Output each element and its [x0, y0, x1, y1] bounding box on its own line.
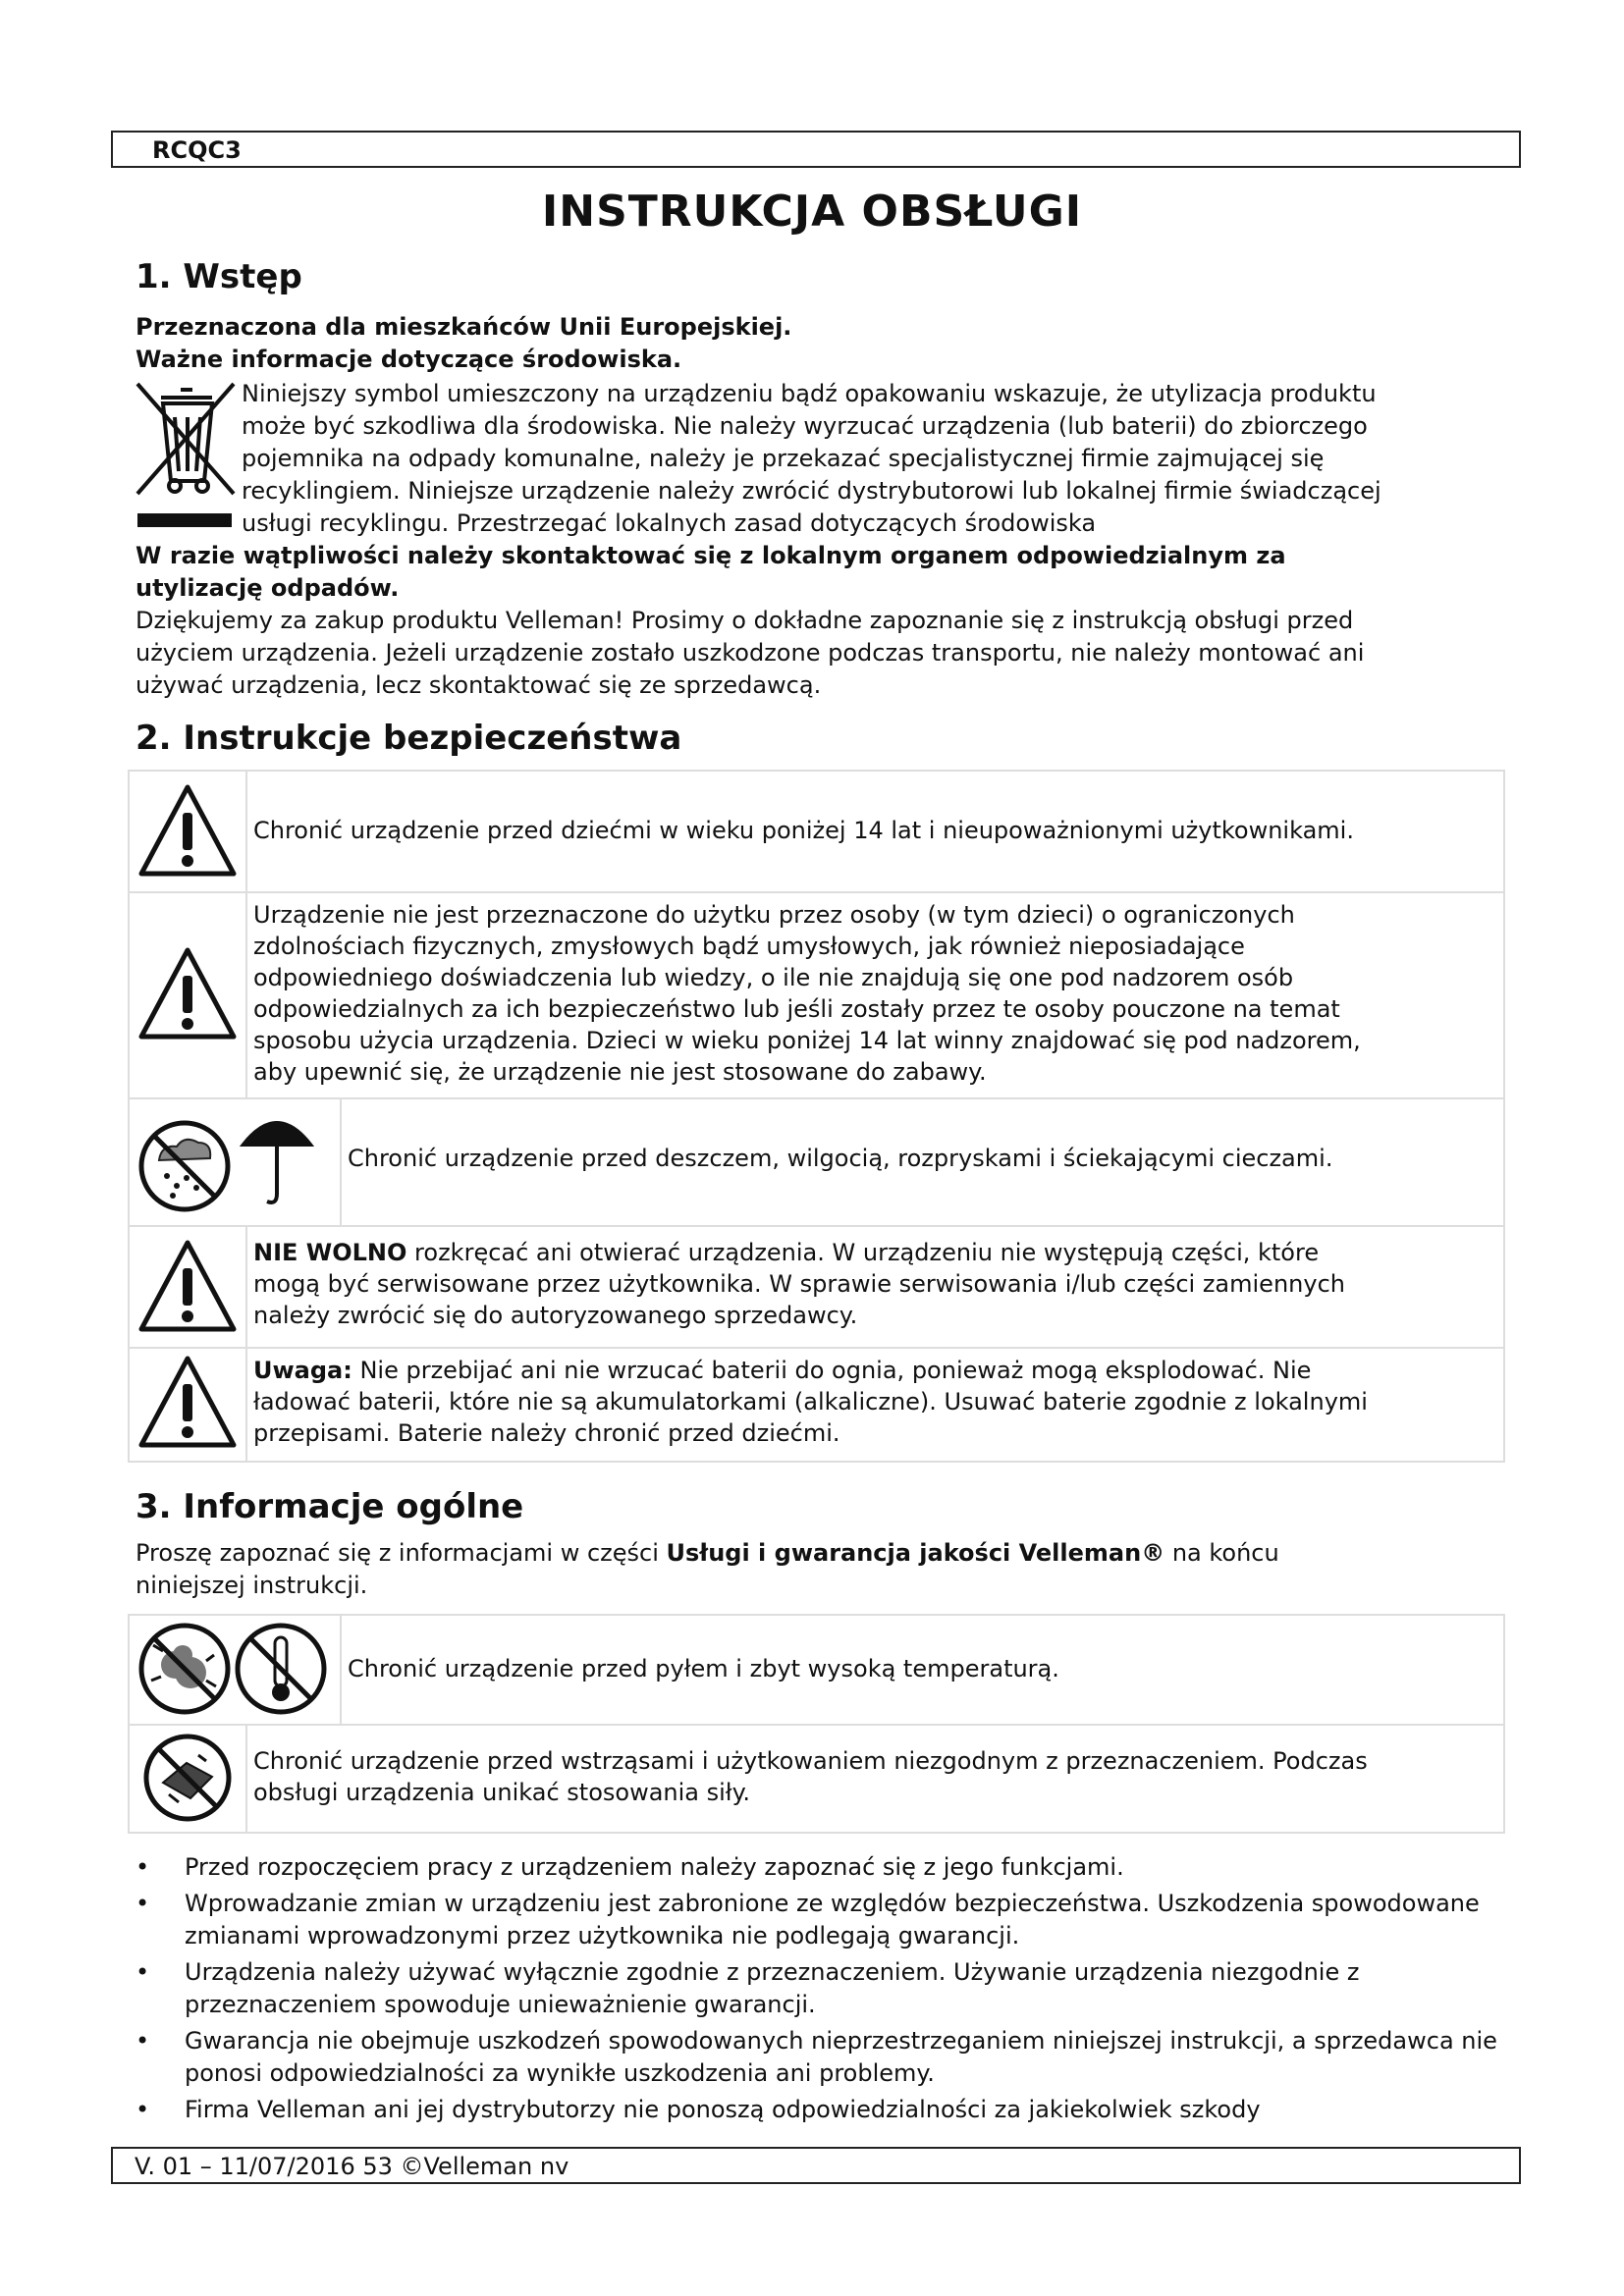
section-2-heading: 2. Instrukcje bezpieczeństwa — [135, 719, 682, 758]
safety-row — [130, 1349, 1503, 1461]
safety-row — [130, 772, 1503, 893]
intro-pre: Proszę zapoznać się z informacjami w części — [135, 1539, 667, 1567]
safety-line-rest: rozkręcać ani otwierać urządzenia. W urządzeniu nie występują części, które — [406, 1239, 1320, 1266]
emphasis: NIE WOLNO — [253, 1239, 407, 1266]
safety-line: aby upewnić się, że urządzenie nie jest stosowane do zabawy. — [253, 1058, 987, 1086]
weee-text — [242, 378, 1381, 540]
thanks-line: użyciem urządzenia. Jeżeli urządzenie zostało uszkodzone podczas transportu, nie należy montować ani — [135, 639, 1365, 667]
no-shock-icon — [130, 1726, 247, 1832]
general-text — [253, 1745, 1368, 1808]
safety-line: należy zwrócić się do autoryzowanego sprzedawcy. — [253, 1302, 858, 1329]
safety-line: ładować baterii, które nie są akumulatorkami (alkaliczne). Usuwać baterie zgodnie z lokalnymi — [253, 1388, 1368, 1415]
warning-triangle-icon — [130, 1349, 247, 1461]
safety-line: zdolnościach fizycznych, zmysłowych bądź umysłowych, jak również nieposiadające — [253, 933, 1245, 960]
emphasis: Uwaga: — [253, 1357, 352, 1384]
list-item: • Gwarancja nie obejmuje uszkodzeń spowodowanych nieprzestrzeganiem niniejszej instrukcji, a sprzedawca nie ponosi odpowiedzialności za wynikłe uszkodzenia ani problemy. — [135, 2025, 1510, 2090]
intro-line: niniejszej instrukcji. — [135, 1572, 368, 1599]
warning-triangle-icon — [130, 772, 247, 891]
general-table — [128, 1614, 1505, 1834]
no-rain-icon — [141, 1123, 228, 1209]
safety-text — [253, 1237, 1345, 1331]
weee-line: pojemnika na odpady komunalne, należy je przekazać specjalistycznej firmie zajmującej się — [242, 445, 1325, 472]
general-line: obsługi urządzenia unikać stosowania siły. — [253, 1779, 751, 1806]
note-line: utylizację odpadów. — [135, 574, 400, 602]
section-1-heading: 1. Wstęp — [135, 257, 302, 296]
list-item: • Wprowadzanie zmian w urządzeniu jest zabronione ze względów bezpieczeństwa. Uszkodzenia spowodowane zmianami wprowadzonymi przez użytkownika nie podlegają gwarancji. — [135, 1888, 1510, 1952]
safety-line — [253, 1237, 1345, 1268]
page-title: INSTRUKCJA OBSŁUGI — [541, 187, 1083, 237]
thanks-line: używać urządzenia, lecz skontaktować się ze sprzedawcą. — [135, 671, 822, 699]
safety-text — [253, 899, 1361, 1088]
umbrella-icon — [244, 1123, 310, 1202]
contact-authority-note — [135, 540, 1286, 605]
rain-icons — [130, 1099, 342, 1225]
list-item: • Przed rozpoczęciem pracy z urządzeniem należy zapoznać się z jego funkcjami. — [135, 1851, 1510, 1884]
header-box — [111, 131, 1521, 168]
intro-bold: Usługi i gwarancja jakości Velleman® — [666, 1539, 1165, 1567]
safety-row — [130, 1099, 1503, 1227]
safety-row — [130, 893, 1503, 1099]
note-line: W razie wątpliwości należy skontaktować się z lokalnym organem odpowiedzialnym za — [135, 542, 1286, 569]
general-line: Chronić urządzenie przed wstrząsami i użytkowaniem niezgodnym z przeznaczeniem. Podczas — [253, 1747, 1368, 1775]
safety-table — [128, 770, 1505, 1463]
safety-line — [253, 1355, 1368, 1386]
footer-text: V. 01 – 11/07/2016 53 ©Velleman nv — [135, 2153, 569, 2180]
weee-line: może być szkodliwa dla środowiska. Nie należy wyrzucać urządzenia (lub baterii) do zbiorczego — [242, 412, 1368, 440]
weee-line: usługi recyklingu. Przestrzegać lokalnych zasad dotyczących środowiska — [242, 509, 1097, 537]
intro-post: na końcu — [1164, 1539, 1279, 1567]
intro-line — [135, 1537, 1279, 1570]
weee-bin-icon — [134, 378, 238, 530]
safety-text — [253, 1355, 1368, 1449]
safety-line: mogą być serwisowane przez użytkownika. W sprawie serwisowania i/lub części zamiennych — [253, 1270, 1345, 1298]
no-heat-icon — [238, 1626, 324, 1712]
section-3-heading: 3. Informacje ogólne — [135, 1487, 524, 1526]
safety-line: przepisami. Baterie należy chronić przed dziećmi. — [253, 1419, 840, 1447]
general-row — [130, 1616, 1503, 1726]
general-text: Chronić urządzenie przed pyłem i zbyt wysoką temperaturą. — [348, 1655, 1059, 1682]
dust-heat-icons — [130, 1616, 342, 1724]
warning-triangle-icon — [130, 893, 247, 1097]
safety-line-rest: Nie przebijać ani nie wrzucać baterii do ognia, ponieważ mogą eksplodować. Nie — [352, 1357, 1312, 1384]
general-row — [130, 1726, 1503, 1832]
weee-line: recyklingiem. Niniejsze urządzenie należy zwrócić dystrybutorowi lub lokalnej firmie świadczącej — [242, 477, 1381, 505]
safety-line: Urządzenie nie jest przeznaczone do użytku przez osoby (w tym dzieci) o ograniczonych — [253, 901, 1295, 929]
general-bullet-list — [135, 1851, 1510, 2130]
safety-text: Chronić urządzenie przed dziećmi w wieku poniżej 14 lat i nieupoważnionymi użytkownikami. — [253, 817, 1354, 844]
thanks-paragraph — [135, 605, 1364, 702]
list-item: • Firma Velleman ani jej dystrybutorzy nie ponoszą odpowiedzialności za jakiekolwiek szkody — [135, 2094, 1510, 2126]
warning-triangle-icon — [130, 1227, 247, 1347]
environment-info-heading: Ważne informacje dotyczące środowiska. — [135, 346, 682, 373]
no-dust-icon — [141, 1626, 228, 1712]
weee-line: Niniejszy symbol umieszczony na urządzeniu bądź opakowaniu wskazuje, że utylizacja produktu — [242, 380, 1377, 407]
eu-residents-note: Przeznaczona dla mieszkańców Unii Europejskiej. — [135, 313, 792, 341]
safety-line: sposobu użycia urządzenia. Dzieci w wieku poniżej 14 lat winny znajdować się pod nadzorem, — [253, 1027, 1361, 1054]
safety-line: odpowiedzialnych za ich bezpieczeństwo lub jeśli zostały przez te osoby pouczone na temat — [253, 995, 1340, 1023]
model-code: RCQC3 — [152, 136, 242, 164]
general-intro — [135, 1537, 1279, 1602]
thanks-line: Dziękujemy za zakup produktu Velleman! Prosimy o dokładne zapoznanie się z instrukcją obsługi przed — [135, 607, 1354, 634]
safety-line: odpowiedniego doświadczenia lub wiedzy, o ile nie znajdują się one pod nadzorem osób — [253, 964, 1294, 991]
safety-row — [130, 1227, 1503, 1349]
safety-text: Chronić urządzenie przed deszczem, wilgocią, rozpryskami i ściekającymi cieczami. — [348, 1145, 1333, 1172]
footer-box — [111, 2147, 1521, 2184]
list-item: • Urządzenia należy używać wyłącznie zgodnie z przeznaczeniem. Używanie urządzenia niezgodnie z przeznaczeniem spowoduje unieważnienie gwarancji. — [135, 1956, 1510, 2021]
